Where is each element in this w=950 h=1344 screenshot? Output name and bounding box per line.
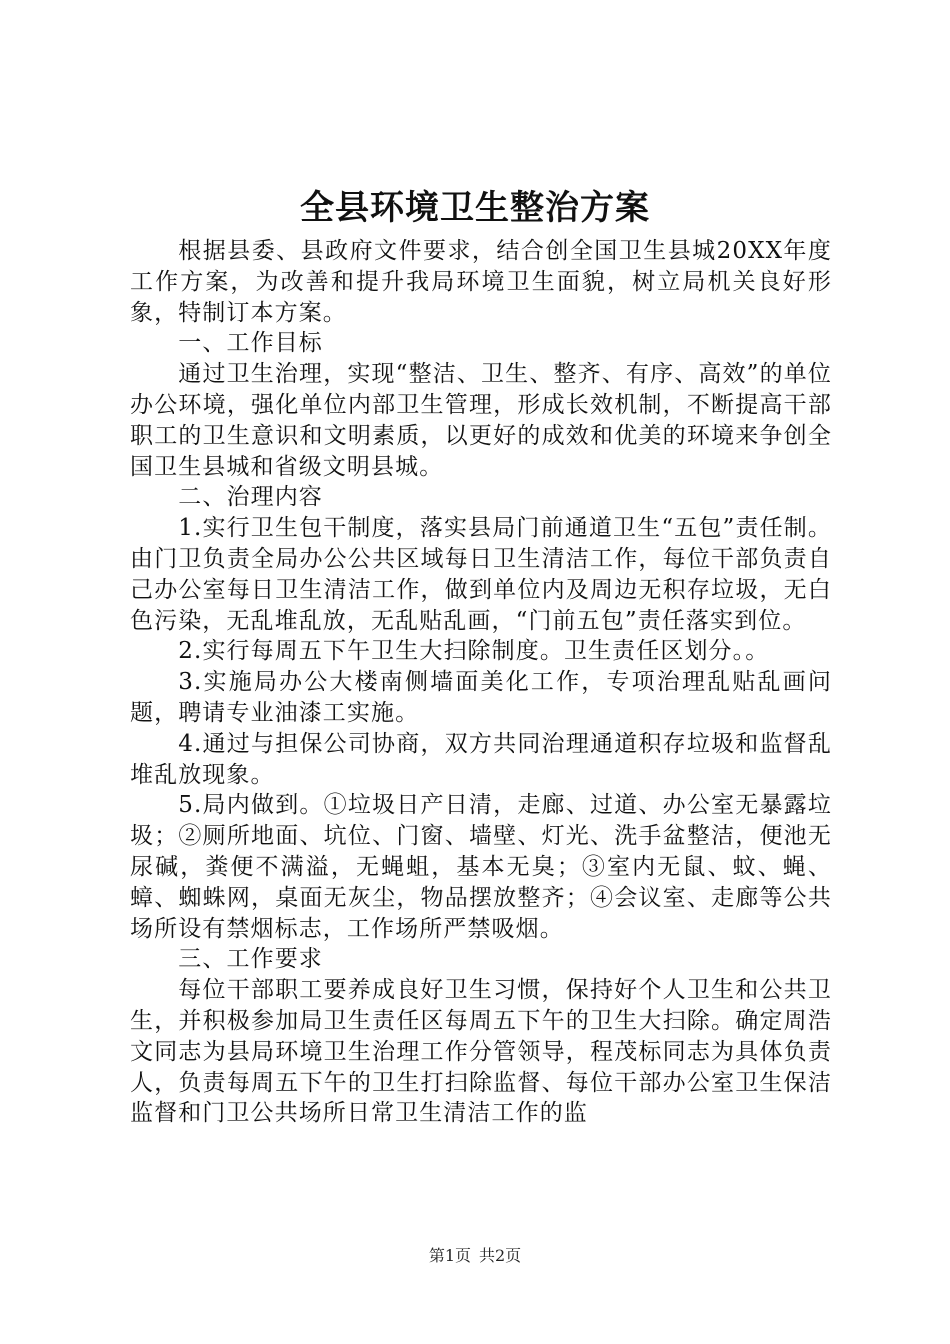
section-heading-goals: 一、工作目标 bbox=[178, 330, 323, 357]
paragraph-intro: 根据县委、县政府文件要求，结合创全国卫生县城20XX年度工作方案，为改善和提升我局环境卫生面貌，树立局机关良好形象，特制订本方案。 bbox=[130, 238, 832, 326]
section-heading-content: 二、治理内容 bbox=[178, 484, 323, 511]
paragraph-goals: 通过卫生治理，实现“整洁、卫生、整齐、有序、高效”的单位办公环境，强化单位内部卫生管理，形成长效机制，不断提高干部职工的卫生意识和文明素质，以更好的成效和优美的环境来争创全国卫生县城和省级文明县城。 bbox=[130, 361, 832, 480]
paragraph-item-2: 2.实行每周五下午卫生大扫除制度。卫生责任区划分。。 bbox=[178, 638, 770, 665]
page-footer bbox=[0, 1246, 950, 1266]
paragraph-item-3: 3.实施局办公大楼南侧墙面美化工作，专项治理乱贴乱画问题，聘请专业油漆工实施。 bbox=[130, 669, 832, 726]
paragraph-item-5: 5.局内做到。①垃圾日产日清，走廊、过道、办公室无暴露垃圾；②厕所地面、坑位、门窗、墙壁、灯光、洗手盆整洁，便池无尿碱，粪便不满溢，无蝇蛆，基本无臭；③室内无鼠、蚊、蝇、蟑、蜘蛛网，桌面无灰尘，物品摆放整齐；④会议室、走廊等公共场所设有禁烟标志，工作场所严禁吸烟。 bbox=[130, 792, 832, 942]
section-heading-requirements: 三、工作要求 bbox=[178, 946, 323, 973]
paragraph-item-4: 4.通过与担保公司协商，双方共同治理通道积存垃圾和监督乱堆乱放现象。 bbox=[130, 730, 832, 788]
paragraph-requirements: 每位干部职工要养成良好卫生习惯，保持好个人卫生和公共卫生，并积极参加局卫生责任区每周五下午的卫生大扫除。确定周浩文同志为县局环境卫生治理工作分管领导，程茂标同志为具体负责人，负责每周五下午的卫生打扫除监督、每位干部办公室卫生保洁监督和门卫公共场所日常卫生清洁工作的监 bbox=[130, 977, 832, 1127]
paragraph-item-1: 1.实行卫生包干制度，落实县局门前通道卫生“五包”责任制。由门卫负责全局办公公共区域每日卫生清洁工作，每位干部负责自己办公室每日卫生清洁工作，做到单位内及周边无积存垃圾，无白色污染，无乱堆乱放，无乱贴乱画，“门前五包”责任落实到位。 bbox=[130, 515, 832, 634]
page-total: 共2页 bbox=[479, 1246, 522, 1265]
document-title: 全县环境卫生整治方案 bbox=[300, 188, 650, 228]
page-number: 第1页 bbox=[428, 1246, 471, 1265]
document-body bbox=[130, 236, 832, 1129]
